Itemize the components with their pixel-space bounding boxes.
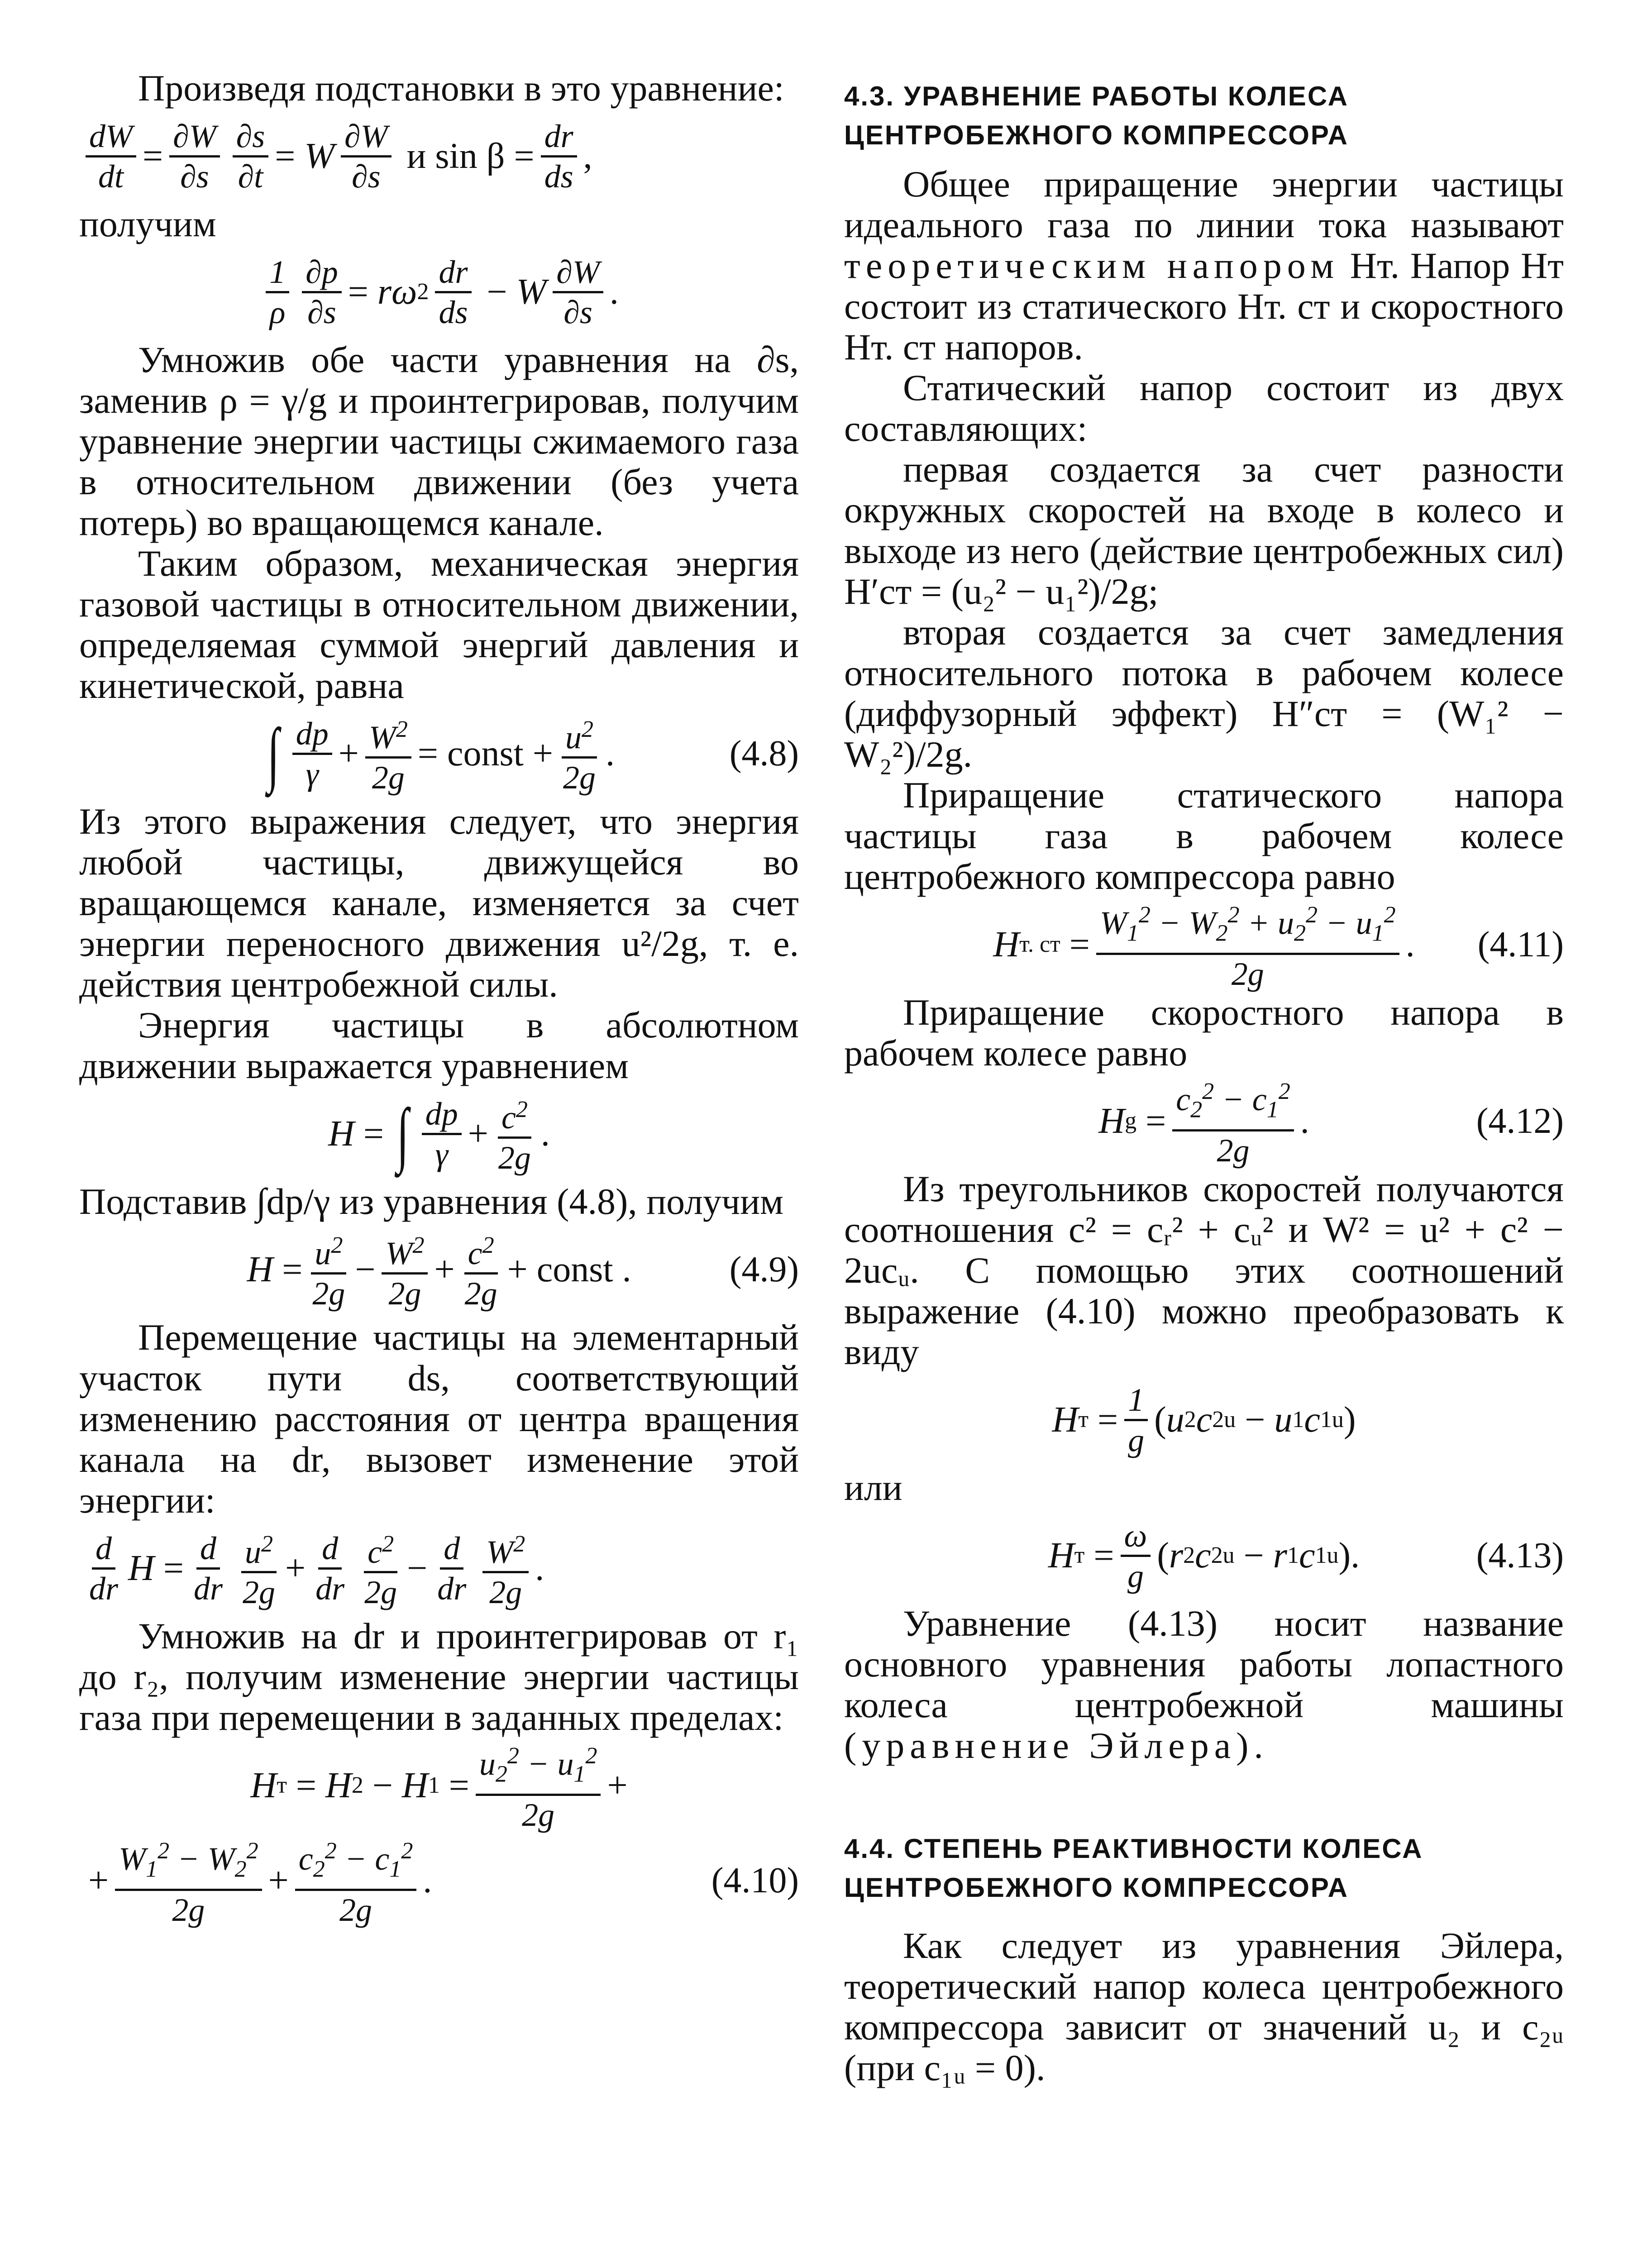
paragraph: вторая создается за счет замедления относительного потока в рабочем колесе (диффузорный эффект) H″ст = (W₁² − W₂²)/2g. — [844, 611, 1564, 775]
paragraph: Из этого выражения следует, что энергия любой частицы, движущейся во вращающемся канале, изменяется за счет энергии переносного движения u²/2g, т. е. действия центробежной силы. — [79, 801, 799, 1005]
equation-pressure-gradient: $\frac{1}{\rho}$ $\frac{\partial p}{\partial s}$ = rω 2 $\frac{dr}{ds}$ − W $\frac{\partial W}{\partial s}$ . — [79, 244, 799, 339]
paragraph: Произведя подстановки в это уравнение: — [138, 67, 784, 109]
equation-euler-g: H т = $\frac{1}{g}$ ( u 2 c 2u − u 1 c 1u ) — [1052, 1381, 1356, 1458]
equation-number: (4.12) — [1476, 1101, 1564, 1141]
paragraph: Статический напор состоит из двух составляющих: — [844, 367, 1564, 449]
equation-4-10-line1: H т = H 2 − H 1 = $\frac{u_2^2 - u_1^2}{2g}$ + — [79, 1738, 799, 1833]
paragraph: Умножив на dr и проинтегрировав от r₁ до r₂, получим изменение энергии частицы газа при перемещении в заданных пределах: — [79, 1615, 799, 1738]
equation-number: (4.11) — [1477, 925, 1564, 964]
equation-dwdt: $\frac{dW}{dt}$ = $\frac{\partial W}{\partial s}$ $\frac{\partial s}{\partial t}$ = W $\frac{\partial W}{\partial s}$ и sin β = $\frac{dr}{ds}$ , — [79, 109, 799, 204]
equation-number: (4.10) — [711, 1861, 799, 1900]
paragraph: или — [844, 1467, 902, 1508]
equation-4-9: H = $\frac{u^2}{2g}$ − $\frac{W^2}{2g}$ + $\frac{c^2}{2g}$ + const . (4.9) — [79, 1222, 799, 1317]
paragraph: Таким образом, механическая энергия газовой частицы в относительном движении, определяемая суммой энергий давления и кинетической, равна — [79, 543, 799, 706]
section-heading-4-4: 4.4. СТЕПЕНЬ РЕАКТИВНОСТИ КОЛЕСА ЦЕНТРОБЕЖНОГО КОМПРЕССОРА — [844, 1833, 1423, 1903]
paragraph: Уравнение (4.13) носит название основного уравнения работы лопастного колеса центробежной машины (уравнение Эйлера). — [844, 1603, 1564, 1766]
paragraph: Перемещение частицы на элементарный участок пути ds, соответствующий изменению расстояния от центра вращения канала на dr, вызовет изменение этой энергии: — [79, 1317, 799, 1521]
left-column — [79, 68, 799, 1928]
equation-4-11: H т. ст = $\frac{W_1^2 - W_2^2 + u_2^2 - u_1^2}{2g}$ . (4.11) — [844, 897, 1564, 992]
paragraph: получим — [79, 203, 216, 244]
section-heading-4-3: 4.3. УРАВНЕНИЕ РАБОТЫ КОЛЕСА ЦЕНТРОБЕЖНОГО КОМПРЕССОРА — [844, 81, 1349, 150]
equation-4-8: ∫ $\frac{dp}{\gamma}$ + $\frac{W^2}{2g}$ = const + $\frac{u^2}{2g}$ . (4.8) — [79, 706, 799, 801]
paragraph: Из треугольников скоростей получаются соотношения c² = cᵣ² + cᵤ² и W² = u² + c² − 2ucᵤ. С помощью этих соотношений выражение (4.10) можно преобразовать к виду — [844, 1168, 1564, 1372]
equation-absolute-energy: H = ∫ $\frac{dp}{\gamma}$ + $\frac{c^2}{2g}$ . — [79, 1086, 799, 1181]
paragraph: Подставив ∫dp/γ из уравнения (4.8), получим — [79, 1181, 783, 1222]
paragraph: Приращение статического напора частицы газа в рабочем колесе центробежного компрессора равно — [844, 774, 1564, 897]
equation-number: (4.8) — [729, 734, 799, 773]
equation-4-10-line2: + $\frac{W_1^2 - W_2^2}{2g}$ + $\frac{c_2^2 - c_1^2}{2g}$ . (4.10) — [79, 1833, 799, 1928]
equation-dhdr: $\frac{d}{dr}$ H = $\frac{d}{dr}$ $\frac{u^2}{2g}$ + $\frac{d}{dr}$ $\frac{c^2}{2g}$ − $\frac{d}{dr}$ $\frac{W^2}{2g}$ . — [79, 1521, 799, 1616]
equation-4-12: H g = $\frac{c_2^2 - c_1^2}{2g}$ . (4.12) — [844, 1074, 1564, 1169]
paragraph: Общее приращение энергии частицы идеального газа по линии тока называют теоретическим напором Hт. Напор Hт состоит из статического Hт. ст и скоростного Hт. ст напоров. — [844, 163, 1564, 368]
equation-number: (4.9) — [729, 1250, 799, 1289]
paragraph: Приращение скоростного напора в рабочем колесе равно — [844, 992, 1564, 1074]
paragraph: Энергия частицы в абсолютном движении выражается уравнением — [79, 1004, 799, 1086]
paragraph: Как следует из уравнения Эйлера, теоретический напор колеса центробежного компрессора зависит от значений u₂ и c₂ᵤ (при c₁ᵤ = 0). — [844, 1925, 1564, 2088]
right-column — [844, 68, 1564, 2088]
paragraph: Умножив обе части уравнения на ∂s, заменив ρ = γ/g и проинтегрировав, получим уравнение энергии частицы сжимаемого газа в относительном движении (без учета потерь) во вращающемся канале. — [79, 339, 799, 543]
paragraph: первая создается за счет разности окружных скоростей на входе в колесо и выходе из него (действие центробежных сил) H′ст = (u₂² − u₁²)/2g; — [844, 449, 1564, 612]
equation-number: (4.13) — [1476, 1536, 1564, 1576]
equation-4-13: H т = $\frac{\omega}{g}$ ( r 2 c 2u − r 1 c 1u ). (4.13) — [844, 1508, 1564, 1603]
